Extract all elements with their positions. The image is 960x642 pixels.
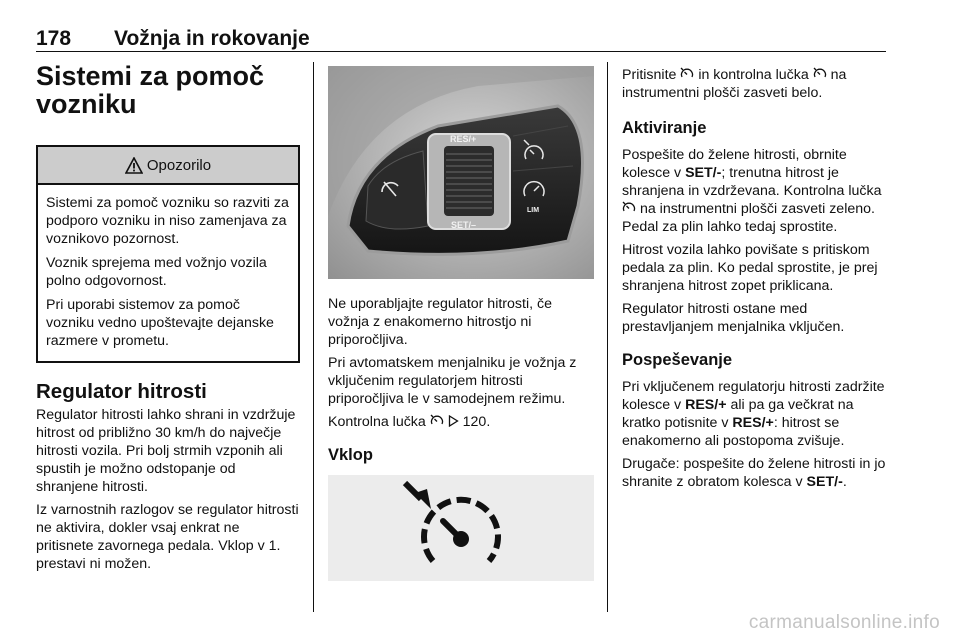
lim-label: LIM — [527, 207, 540, 214]
body-paragraph: Regulator hitrosti ostane med prestavljanjem menjalnika vključen. — [622, 301, 845, 335]
watermark: carmanualsonline.info — [748, 612, 940, 633]
indicator-reference — [328, 413, 594, 431]
text-fragment: ali pa ga večkrat na kratko potisnite v — [622, 397, 854, 431]
indicator-page-ref: 120. — [462, 414, 491, 430]
body-paragraph: Hitrost vozila lahko povišate s pritiskom pedala za plin. Ko pedal sprostite, je prej shranjena hitrost zopet priklicana. — [622, 242, 878, 294]
warning-paragraph: Voznik sprejema med vožnjo vozila polno odgovornost. — [46, 255, 267, 289]
warning-body — [38, 185, 298, 361]
steering-wheel-controls-photo — [328, 66, 594, 279]
page-section-title: Vožnja in rokovanje — [114, 27, 310, 50]
warning-box — [36, 145, 300, 363]
text-fragment: : hitrost se enakomerno ali postopoma zvišuje. — [622, 415, 845, 449]
indicator-text: Kontrolna lučka — [328, 414, 426, 430]
chapter-title: Sistemi za pomoč vozniku — [36, 61, 265, 119]
body-paragraph: Ne uporabljajte regulator hitrosti, če vožnja z enakomerno hitrostjo ni priporočljiva. — [328, 296, 552, 348]
column-divider — [313, 62, 314, 612]
body-paragraph — [622, 146, 888, 236]
cruise-indicator-icon — [622, 201, 636, 214]
section-title-activation: Aktiviranje — [622, 119, 707, 137]
text-fragment: Pospešite do želene hitrosti, obrnite kolesce v — [622, 147, 847, 181]
section-title-cruise-control: Regulator hitrosti — [36, 380, 207, 403]
body-paragraph: Regulator hitrosti lahko shrani in vzdržuje hitrost od približno 30 km/h do največje hitrosti vozila. Pri bolj strmih vzponih ali spustih je možno odstopanje od shranjene hitrosti. — [36, 407, 296, 495]
column-1 — [36, 62, 300, 578]
warning-triangle-icon — [125, 157, 143, 174]
page-number: 178 — [36, 27, 72, 50]
body-paragraph — [622, 66, 888, 102]
text-fragment: . — [842, 474, 847, 490]
control-label: SET/- — [806, 474, 843, 490]
column-2 — [328, 62, 594, 581]
text-fragment: Pritisnite — [622, 67, 677, 83]
text-fragment: in kontrolna lučka — [698, 67, 809, 83]
cruise-indicator-icon — [680, 67, 694, 80]
text-fragment: na instrumentni plošči zasveti zeleno. Pedal za plin lahko tedaj sprostite. — [622, 201, 875, 235]
control-label: RES/+ — [685, 397, 727, 413]
text-fragment: ; trenutna hitrost je shranjena in vzdrževana. Kontrolna lučka — [622, 165, 882, 199]
text-fragment: Drugače: pospešite do želene hitrosti in jo shranite z obratom kolesca v — [622, 456, 886, 490]
set-minus-label: SET/– — [451, 220, 477, 230]
text-fragment: Pri vključenem regulatorju hitrosti zadržite kolesce v — [622, 379, 885, 413]
warning-label: Opozorilo — [146, 156, 212, 174]
body-paragraph: Iz varnostnih razlogov se regulator hitrosti ne aktivira, dokler vsaj enkrat ne pritisnete zavornega pedala. Vklop v 1. prestavi ni možen. — [36, 502, 299, 572]
body-paragraph — [622, 455, 888, 491]
page-reference-icon — [448, 415, 459, 427]
page-header — [36, 26, 886, 52]
cruise-indicator-icon — [430, 414, 444, 427]
body-paragraph — [622, 378, 888, 450]
warning-paragraph: Pri uporabi sistemov za pomoč vozniku vedno upoštevajte dejanske razmere v prometu. — [46, 297, 274, 349]
section-title-switch-on: Vklop — [328, 446, 373, 464]
column-divider — [607, 62, 608, 612]
cruise-symbol-illustration — [328, 475, 594, 581]
text-fragment: na instrumentni plošči zasveti belo. — [622, 67, 847, 101]
warning-paragraph: Sistemi za pomoč vozniku so razviti za podporo vozniku in niso zamenjava za voznikovo pozornost. — [46, 195, 289, 247]
warning-header — [38, 147, 298, 185]
section-title-acceleration: Pospeševanje — [622, 351, 733, 369]
column-3 — [622, 62, 888, 496]
res-plus-label: RES/+ — [450, 134, 477, 144]
cruise-indicator-icon — [813, 67, 827, 80]
control-label: RES/+ — [732, 415, 774, 431]
body-paragraph: Pri avtomatskem menjalniku je vožnja z vključenim regulatorjem hitrosti priporočljiva le v samodejnem režimu. — [328, 355, 577, 407]
control-label: SET/- — [685, 165, 722, 181]
